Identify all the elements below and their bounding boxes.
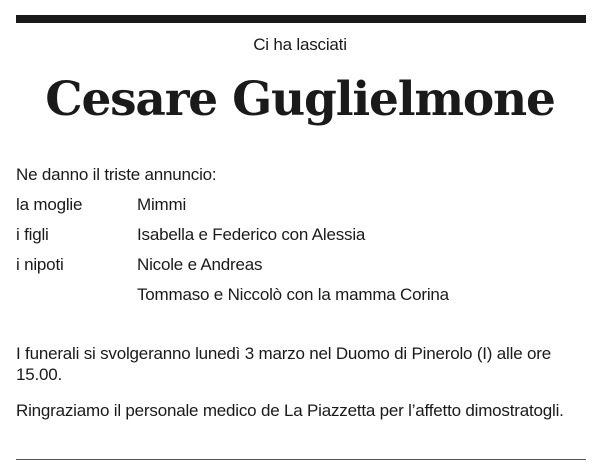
- bottom-rule: [16, 459, 586, 460]
- funeral-notice: I funerali si svolgeranno lunedì 3 marzo nel Duomo di Pinerolo (I) alle ore 15.00.: [16, 344, 551, 384]
- top-rule: [16, 15, 586, 23]
- deceased-name: Cesare Guglielmone: [45, 72, 555, 127]
- intro-text: Ci ha lasciati: [253, 35, 347, 54]
- family-names-grandchildren: Nicole e Andreas: [137, 255, 263, 274]
- family-names-wife: Mimmi: [137, 195, 187, 214]
- family-role-wife: la moglie: [16, 195, 83, 214]
- family-role-grandchildren: i nipoti: [16, 255, 64, 274]
- family-names-children: Isabella e Federico con Alessia: [137, 225, 366, 244]
- thanks-notice: Ringraziamo il personale medico de La Piazzetta per l’affetto dimostratogli.: [16, 401, 564, 420]
- family-role-children: i figli: [16, 225, 49, 244]
- family-names-grandchildren-2: Tommaso e Niccolò con la mamma Corina: [137, 285, 449, 304]
- announcement-text: Ne danno il triste annuncio:: [16, 165, 217, 184]
